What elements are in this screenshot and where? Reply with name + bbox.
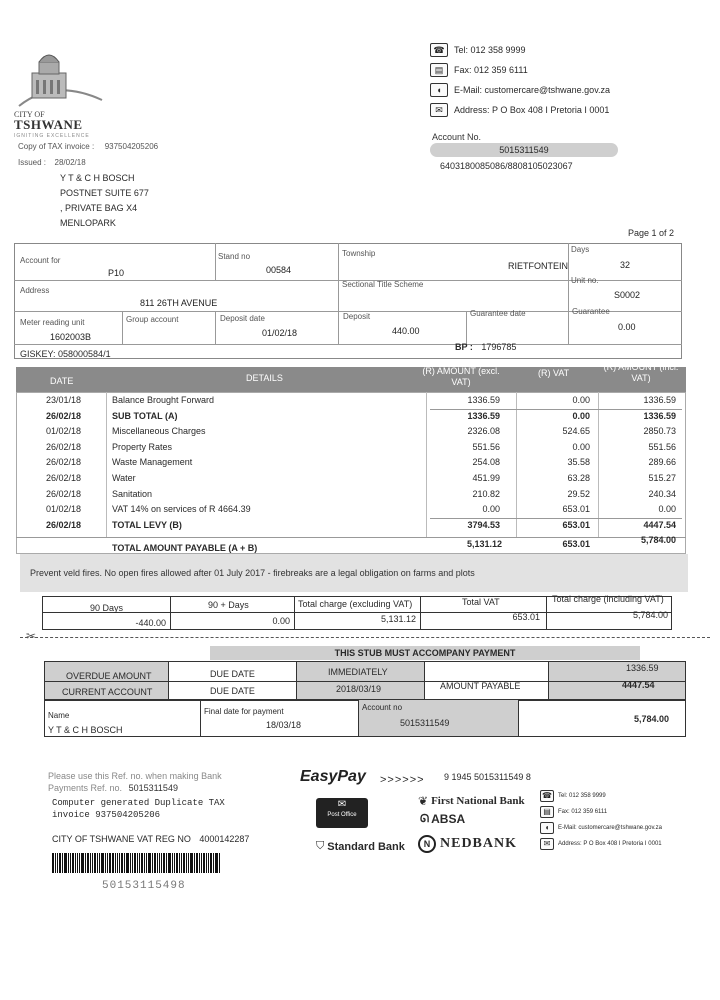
row-date: 26/02/18 bbox=[46, 457, 82, 467]
row-vat: 524.65 bbox=[562, 426, 590, 436]
barcode-bar bbox=[146, 853, 147, 873]
days-label: Days bbox=[571, 245, 590, 254]
barcode-bar bbox=[148, 853, 151, 873]
meter-label: Meter reading unit bbox=[20, 318, 85, 327]
fnb-tree-icon: ❦ bbox=[418, 794, 429, 808]
nedbank-logo: N NEDBANK bbox=[418, 835, 517, 853]
due-date-label-1: DUE DATE bbox=[210, 669, 255, 679]
township-label: Township bbox=[342, 249, 376, 258]
mouse-icon: ◖ bbox=[430, 83, 448, 97]
fax-icon: ▤ bbox=[430, 63, 448, 77]
barcode-bar bbox=[203, 853, 205, 873]
barcode-bar bbox=[213, 853, 214, 873]
footer-mouse-icon: ◖ bbox=[540, 822, 554, 834]
barcode-bar bbox=[134, 853, 136, 873]
barcode-bar bbox=[87, 853, 89, 873]
standard-bank-logo: ⛉ Standard Bank bbox=[316, 840, 405, 853]
barcode-bar bbox=[208, 853, 209, 873]
barcode-bar bbox=[119, 853, 120, 873]
row-amount-incl: 1336.59 bbox=[643, 411, 676, 421]
footer-contact: ☎ Tel: 012 358 9999 ▤ Fax: 012 359 6111 ◖ E-Mail: customercare@tshwane.gov.za ✉ Address: P O Box 408 I Pretoria I 0001 bbox=[540, 788, 710, 852]
row-date: 26/02/18 bbox=[46, 473, 82, 483]
footer-envelope-icon: ✉ bbox=[540, 838, 554, 850]
account-for-value: P10 bbox=[108, 268, 125, 278]
group-account-label: Group account bbox=[126, 315, 179, 324]
due-date-label-2: DUE DATE bbox=[210, 686, 255, 696]
barcode-bar bbox=[199, 853, 200, 873]
barcode-bar bbox=[166, 853, 167, 873]
barcode bbox=[52, 853, 232, 873]
row-vat: 35.58 bbox=[567, 457, 590, 467]
vat-reg: CITY OF TSHWANE VAT REG NO 4000142287 bbox=[52, 834, 250, 844]
barcode-bar bbox=[186, 853, 187, 873]
contact-fax: Fax: 012 359 6111 bbox=[454, 65, 528, 75]
barcode-bar bbox=[115, 853, 116, 873]
unit-no-label: Unit no. bbox=[571, 276, 599, 285]
barcode-bar bbox=[137, 853, 138, 873]
account-for-label: Account for bbox=[20, 256, 61, 265]
barcode-bar bbox=[144, 853, 145, 873]
row-amount-incl: 240.34 bbox=[648, 489, 676, 499]
overdue-amount-label: OVERDUE AMOUNT bbox=[66, 671, 152, 681]
total-incl: 5,784.00 bbox=[640, 535, 676, 545]
row-vat: 29.52 bbox=[567, 489, 590, 499]
row-date: 01/02/18 bbox=[46, 426, 82, 436]
row-date: 26/02/18 bbox=[46, 411, 82, 421]
barcode-bar bbox=[105, 853, 106, 873]
city-hall-logo-icon bbox=[14, 48, 104, 108]
barcode-bar bbox=[79, 853, 80, 873]
city-logo bbox=[14, 48, 104, 139]
barcode-bar bbox=[179, 853, 180, 873]
sectional-label: Sectional Title Scheme bbox=[342, 280, 424, 289]
row-vat: 0.00 bbox=[572, 411, 590, 421]
aging-vat-value: 653.01 bbox=[512, 612, 540, 622]
barcode-bar bbox=[81, 853, 84, 873]
guarantee-label: Guarantee bbox=[572, 307, 610, 316]
barcode-bar bbox=[183, 853, 185, 873]
cut-line bbox=[20, 637, 710, 638]
veld-fire-notice: Prevent veld fires. No open fires allowed after 01 July 2017 - firebreaks are a legal obligation on farms and plots bbox=[20, 554, 688, 592]
deposit-date-value: 01/02/18 bbox=[262, 328, 298, 338]
row-amount-excl: 2326.08 bbox=[467, 426, 500, 436]
row-amount-excl: 0.00 bbox=[482, 504, 500, 514]
deposit-label: Deposit bbox=[343, 312, 371, 321]
barcode-text: 50153115498 bbox=[102, 880, 186, 892]
postoffice-icon: ✉ bbox=[337, 799, 347, 810]
barcode-bar bbox=[57, 853, 58, 873]
barcode-bar bbox=[99, 853, 100, 873]
barcode-bar bbox=[64, 853, 67, 873]
row-vat: 0.00 bbox=[572, 395, 590, 405]
barcode-bar bbox=[215, 853, 218, 873]
final-date-label: Final date for payment bbox=[204, 707, 284, 716]
col-incl-header: (R) AMOUNT (incl. VAT) bbox=[603, 362, 679, 383]
barcode-bar bbox=[92, 853, 93, 873]
barcode-bar bbox=[132, 853, 133, 873]
barcode-bar bbox=[174, 853, 175, 873]
footer-fax-icon: ▤ bbox=[540, 806, 554, 818]
row-date: 01/02/18 bbox=[46, 504, 82, 514]
row-amount-excl: 1336.59 bbox=[467, 395, 500, 405]
barcode-bar bbox=[206, 853, 207, 873]
barcode-bar bbox=[55, 853, 56, 873]
deposit-date-label: Deposit date bbox=[220, 314, 265, 323]
aging-vat-header: Total VAT bbox=[462, 597, 500, 607]
row-amount-excl: 210.82 bbox=[472, 489, 500, 499]
aging-excl-header: Total charge (excluding VAT) bbox=[298, 599, 413, 609]
stub-name-label: Name bbox=[48, 711, 70, 720]
row-amount-incl: 515.27 bbox=[648, 473, 676, 483]
barcode-bar bbox=[130, 853, 131, 873]
telephone-icon: ☎ bbox=[430, 43, 448, 57]
account-no-field bbox=[430, 143, 618, 157]
unit-no-value: S0002 bbox=[614, 290, 641, 300]
total-vat: 653.01 bbox=[562, 539, 590, 549]
stub-name-value: Y T & C H BOSCH bbox=[48, 725, 123, 735]
guarantee-date-label: Guarantee date bbox=[470, 309, 526, 318]
subtotal-rule bbox=[430, 518, 682, 519]
account-no-label: Account No. bbox=[432, 132, 482, 142]
stand-no-value: 00584 bbox=[266, 265, 292, 275]
row-amount-incl: 289.66 bbox=[648, 457, 676, 467]
row-amount-incl: 2850.73 bbox=[643, 426, 676, 436]
barcode-bar bbox=[117, 853, 118, 873]
barcode-bar bbox=[97, 853, 98, 873]
barcode-bar bbox=[201, 853, 202, 873]
stand-no-label: Stand no bbox=[218, 252, 251, 261]
barcode-bar bbox=[121, 853, 123, 873]
row-details: SUB TOTAL (A) bbox=[112, 411, 178, 421]
guarantee-value: 0.00 bbox=[618, 322, 636, 332]
final-date-value: 18/03/18 bbox=[266, 720, 302, 730]
barcode-bar bbox=[126, 853, 129, 873]
subtotal-rule bbox=[430, 409, 682, 410]
aging-incl-header: Total charge (including VAT) bbox=[552, 594, 664, 604]
account-ref: 6403180085086/8808105023067 bbox=[440, 161, 573, 171]
barcode-bar bbox=[94, 853, 96, 873]
stub-total-value: 5,784.00 bbox=[634, 714, 670, 724]
barcode-bar bbox=[77, 853, 78, 873]
postoffice-logo: ✉ Post Office bbox=[316, 798, 368, 828]
days-value: 32 bbox=[620, 260, 631, 270]
copy-invoice: Copy of TAX invoice : 937504205206 bbox=[18, 142, 159, 151]
barcode-bar bbox=[59, 853, 61, 873]
barcode-bar bbox=[139, 853, 140, 873]
current-account-label: CURRENT ACCOUNT bbox=[62, 687, 153, 697]
row-details: Balance Brought Forward bbox=[112, 395, 215, 405]
barcode-bar bbox=[101, 853, 104, 873]
bank-ref-note: Please use this Ref. no. when making Bank Payments Ref. no. 5015311549 bbox=[48, 771, 222, 793]
meter-value: 1602003B bbox=[50, 332, 92, 342]
account-no-value: 5015311549 bbox=[499, 145, 549, 155]
barcode-bar bbox=[157, 853, 158, 873]
barcode-bar bbox=[107, 853, 108, 873]
due-date-value: 2018/03/19 bbox=[336, 684, 382, 694]
contact-tel: Tel: 012 358 9999 bbox=[454, 45, 526, 55]
row-details: Miscellaneous Charges bbox=[112, 426, 206, 436]
page-number: Page 1 of 2 bbox=[628, 228, 675, 238]
barcode-bar bbox=[152, 853, 153, 873]
overdue-amount-value: 1336.59 bbox=[626, 663, 659, 673]
barcode-bar bbox=[109, 853, 111, 873]
barcode-bar bbox=[72, 853, 74, 873]
barcode-bar bbox=[75, 853, 76, 873]
barcode-bar bbox=[194, 853, 195, 873]
row-details: TOTAL LEVY (B) bbox=[112, 520, 182, 530]
barcode-bar bbox=[124, 853, 125, 873]
current-amount-value: 4447.54 bbox=[622, 680, 655, 690]
stub-account-label: Account no bbox=[362, 703, 403, 712]
total-payable-label: TOTAL AMOUNT PAYABLE (A + B) bbox=[112, 543, 258, 553]
row-details: Water bbox=[112, 473, 136, 483]
info-grid bbox=[14, 243, 682, 359]
barcode-bar bbox=[163, 853, 165, 873]
row-amount-incl: 4447.54 bbox=[643, 520, 676, 530]
fnb-logo: ❦ First National Bank bbox=[418, 794, 525, 808]
easypay-code: 9 1945 5015311549 8 bbox=[444, 772, 531, 782]
footer-telephone-icon: ☎ bbox=[540, 790, 554, 802]
barcode-bar bbox=[112, 853, 114, 873]
scissors-icon: ✂ bbox=[26, 629, 37, 643]
absa-mark-icon: ᘏ bbox=[420, 812, 430, 825]
row-amount-excl: 1336.59 bbox=[467, 411, 500, 421]
col-excl-header: (R) AMOUNT (excl. VAT) bbox=[422, 366, 500, 387]
barcode-bar bbox=[161, 853, 162, 873]
barcode-bar bbox=[141, 853, 143, 873]
col-vat-header: (R) VAT bbox=[538, 368, 570, 378]
row-date: 26/02/18 bbox=[46, 520, 82, 530]
row-date: 26/02/18 bbox=[46, 489, 82, 499]
barcode-bar bbox=[85, 853, 86, 873]
stub-account-value: 5015311549 bbox=[400, 718, 450, 728]
bp-field: BP : 1796785 bbox=[455, 342, 517, 352]
barcode-bar bbox=[176, 853, 178, 873]
aging-incl-value: 5,784.00 bbox=[632, 610, 668, 620]
address-value: 811 26TH AVENUE bbox=[140, 298, 218, 308]
row-vat: 653.01 bbox=[562, 520, 590, 530]
row-amount-excl: 551.56 bbox=[472, 442, 500, 452]
row-details: VAT 14% on services of R 4664.39 bbox=[112, 504, 251, 514]
duplicate-invoice-note: Computer generated Duplicate TAX invoice 937504205206 bbox=[52, 798, 225, 820]
barcode-bar bbox=[172, 853, 173, 873]
barcode-bar bbox=[188, 853, 189, 873]
barcode-bar bbox=[190, 853, 193, 873]
row-date: 26/02/18 bbox=[46, 442, 82, 452]
row-amount-incl: 551.56 bbox=[648, 442, 676, 452]
barcode-bar bbox=[181, 853, 182, 873]
barcode-bar bbox=[52, 853, 54, 873]
total-excl: 5,131.12 bbox=[466, 539, 502, 549]
row-details: Sanitation bbox=[112, 489, 153, 499]
row-vat: 653.01 bbox=[562, 504, 590, 514]
row-amount-excl: 254.08 bbox=[472, 457, 500, 467]
logo-tshwane: TSHWANE bbox=[14, 117, 83, 132]
aging-90-header: 90 Days bbox=[90, 603, 124, 613]
barcode-bar bbox=[210, 853, 212, 873]
due-immediately: IMMEDIATELY bbox=[328, 667, 388, 677]
barcode-bar bbox=[219, 853, 220, 873]
shield-icon: ⛉ bbox=[316, 840, 325, 852]
contact-email: E-Mail: customercare@tshwane.gov.za bbox=[454, 85, 611, 95]
row-amount-excl: 3794.53 bbox=[467, 520, 500, 530]
row-amount-incl: 1336.59 bbox=[643, 395, 676, 405]
header-contact bbox=[430, 40, 710, 120]
logo-tagline: IGNITING EXCELLENCE bbox=[14, 133, 90, 139]
contact-address: Address: P O Box 408 I Pretoria I 0001 bbox=[454, 105, 610, 115]
stub-title-bar: THIS STUB MUST ACCOMPANY PAYMENT bbox=[210, 646, 640, 660]
envelope-icon: ✉ bbox=[430, 103, 448, 117]
postal-address: Y T & C H BOSCH POSTNET SUITE 677 , PRIVATE BAG X4 MENLOPARK bbox=[60, 173, 149, 228]
barcode-bar bbox=[154, 853, 156, 873]
giskey: GISKEY: 058000584/1 bbox=[20, 349, 111, 359]
nedbank-n-icon: N bbox=[418, 835, 436, 853]
row-vat: 63.28 bbox=[567, 473, 590, 483]
row-amount-excl: 451.99 bbox=[472, 473, 500, 483]
col-details-header: DETAILS bbox=[246, 373, 283, 383]
issued-date: Issued : 28/02/18 bbox=[18, 158, 86, 167]
aging-excl-value: 5,131.12 bbox=[380, 614, 416, 624]
row-date: 23/01/18 bbox=[46, 395, 82, 405]
barcode-bar bbox=[159, 853, 160, 873]
barcode-bar bbox=[90, 853, 91, 873]
row-details: Property Rates bbox=[112, 442, 173, 452]
barcode-bar bbox=[62, 853, 63, 873]
row-details: Waste Management bbox=[112, 457, 193, 467]
row-vat: 0.00 bbox=[572, 442, 590, 452]
aging-90-value: -440.00 bbox=[135, 618, 166, 628]
township-value: RIETFONTEIN bbox=[508, 261, 568, 271]
easypay-arrows: >>>>>> bbox=[380, 774, 425, 786]
aging-90plus-value: 0.00 bbox=[272, 616, 290, 626]
deposit-value: 440.00 bbox=[392, 326, 420, 336]
easypay-logo: EasyPay bbox=[300, 768, 366, 785]
logo-city-of: CITY OF bbox=[14, 110, 45, 119]
col-date-header: DATE bbox=[50, 376, 74, 386]
amount-payable-label: AMOUNT PAYABLE bbox=[440, 681, 521, 691]
barcode-bar bbox=[196, 853, 198, 873]
address-label: Address bbox=[20, 286, 50, 295]
absa-logo: ᘏ ABSA bbox=[420, 812, 466, 826]
aging-90plus-header: 90 + Days bbox=[208, 600, 249, 610]
barcode-bar bbox=[168, 853, 171, 873]
barcode-bar bbox=[70, 853, 71, 873]
charges-table-header bbox=[16, 367, 686, 392]
barcode-bar bbox=[68, 853, 69, 873]
row-amount-incl: 0.00 bbox=[658, 504, 676, 514]
